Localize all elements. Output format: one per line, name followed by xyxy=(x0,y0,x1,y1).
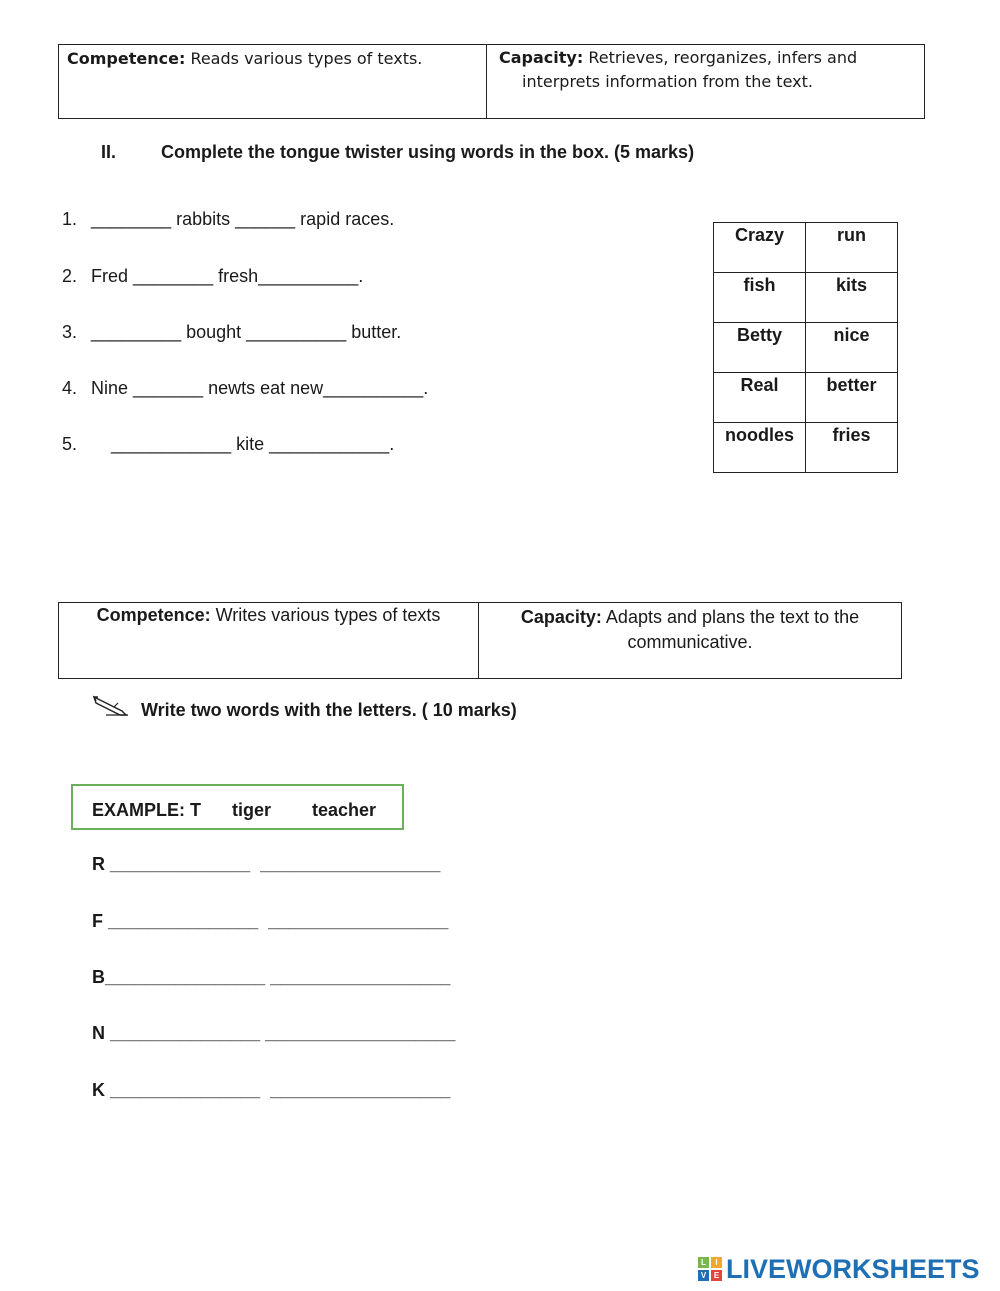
word-cell: Betty xyxy=(714,323,806,373)
competence-label: Competence: xyxy=(96,605,211,625)
list-item: 2. Fred ________ fresh__________. xyxy=(62,266,364,286)
letter-line xyxy=(92,911,448,932)
item-text: ________ rabbits ______ rapid races. xyxy=(91,209,395,229)
competence-text: Reads various types of texts. xyxy=(190,49,423,68)
example-word-2: teacher xyxy=(312,800,377,820)
table-row xyxy=(714,223,898,273)
capacity-cell xyxy=(479,603,901,678)
capacity-text-line2: communicative. xyxy=(627,632,753,652)
competence-label: Competence: xyxy=(67,49,186,68)
section-2-numeral: II. xyxy=(101,142,117,162)
item-text: ____________ kite ____________. xyxy=(91,434,395,454)
logo-text: LIVEWORKSHEETS xyxy=(726,1253,980,1284)
table-row xyxy=(714,273,898,323)
word-cell: kits xyxy=(806,273,898,323)
list-item: 4. Nine _______ newts eat new__________. xyxy=(62,378,429,398)
table-row xyxy=(714,423,898,473)
capacity-text-line1: Retrieves, reorganizes, infers and xyxy=(588,48,858,67)
word-cell: fries xyxy=(806,423,898,473)
example-word-1: tiger xyxy=(232,800,272,820)
letter: F xyxy=(92,911,103,931)
table-row xyxy=(714,323,898,373)
letter: N xyxy=(92,1023,105,1043)
list-item: 3. _________ bought __________ butter. xyxy=(62,322,402,342)
word-cell: run xyxy=(806,223,898,273)
capacity-text-line2: interprets information from the text. xyxy=(522,72,813,91)
capacity-text-line1: Adapts and plans the text to the xyxy=(605,607,860,627)
list-item: 1. ________ rabbits ______ rapid races. xyxy=(62,209,395,229)
logo-mark-icon: L I V E xyxy=(698,1257,722,1281)
word-cell: Real xyxy=(714,373,806,423)
example-box xyxy=(71,784,404,830)
answer-blanks: _______________ ___________________ xyxy=(105,1023,456,1043)
word-box-table xyxy=(713,222,898,473)
competence-cell xyxy=(59,45,487,118)
list-item: 5. ____________ kite ____________. xyxy=(62,434,395,454)
letter: R xyxy=(92,854,105,874)
capacity-label: Capacity: xyxy=(520,607,602,627)
example-label: EXAMPLE: T xyxy=(92,800,202,820)
competence-table-1 xyxy=(58,44,925,119)
table-row xyxy=(714,373,898,423)
letter-line xyxy=(92,967,450,988)
section-2-instruction: Complete the tongue twister using words in the box. (5 marks) xyxy=(161,142,695,162)
answer-blanks: _______________ __________________ xyxy=(105,1080,451,1100)
word-cell: fish xyxy=(714,273,806,323)
letter-line xyxy=(92,854,440,875)
item-text: _________ bought __________ butter. xyxy=(91,322,402,342)
word-cell: Crazy xyxy=(714,223,806,273)
word-cell: better xyxy=(806,373,898,423)
letter: B xyxy=(92,967,105,987)
capacity-cell xyxy=(487,45,924,118)
item-text: Nine _______ newts eat new__________. xyxy=(91,378,429,398)
answer-blanks: ______________ __________________ xyxy=(105,854,441,874)
letter-line xyxy=(92,1080,450,1101)
letter: K xyxy=(92,1080,105,1100)
answer-blanks: ________________ __________________ xyxy=(105,967,451,987)
answer-blanks: _______________ __________________ xyxy=(103,911,449,931)
section-3-instruction: Write two words with the letters. ( 10 marks) xyxy=(141,700,517,720)
letter-line xyxy=(92,1023,455,1044)
word-cell: noodles xyxy=(714,423,806,473)
writing-hand-icon xyxy=(92,693,130,719)
competence-cell xyxy=(59,603,479,678)
capacity-label: Capacity: xyxy=(499,48,584,67)
word-cell: nice xyxy=(806,323,898,373)
competence-text: Writes various types of texts xyxy=(215,605,441,625)
item-text: Fred ________ fresh__________. xyxy=(91,266,364,286)
liveworksheets-logo xyxy=(698,1254,980,1284)
competence-table-2 xyxy=(58,602,902,679)
